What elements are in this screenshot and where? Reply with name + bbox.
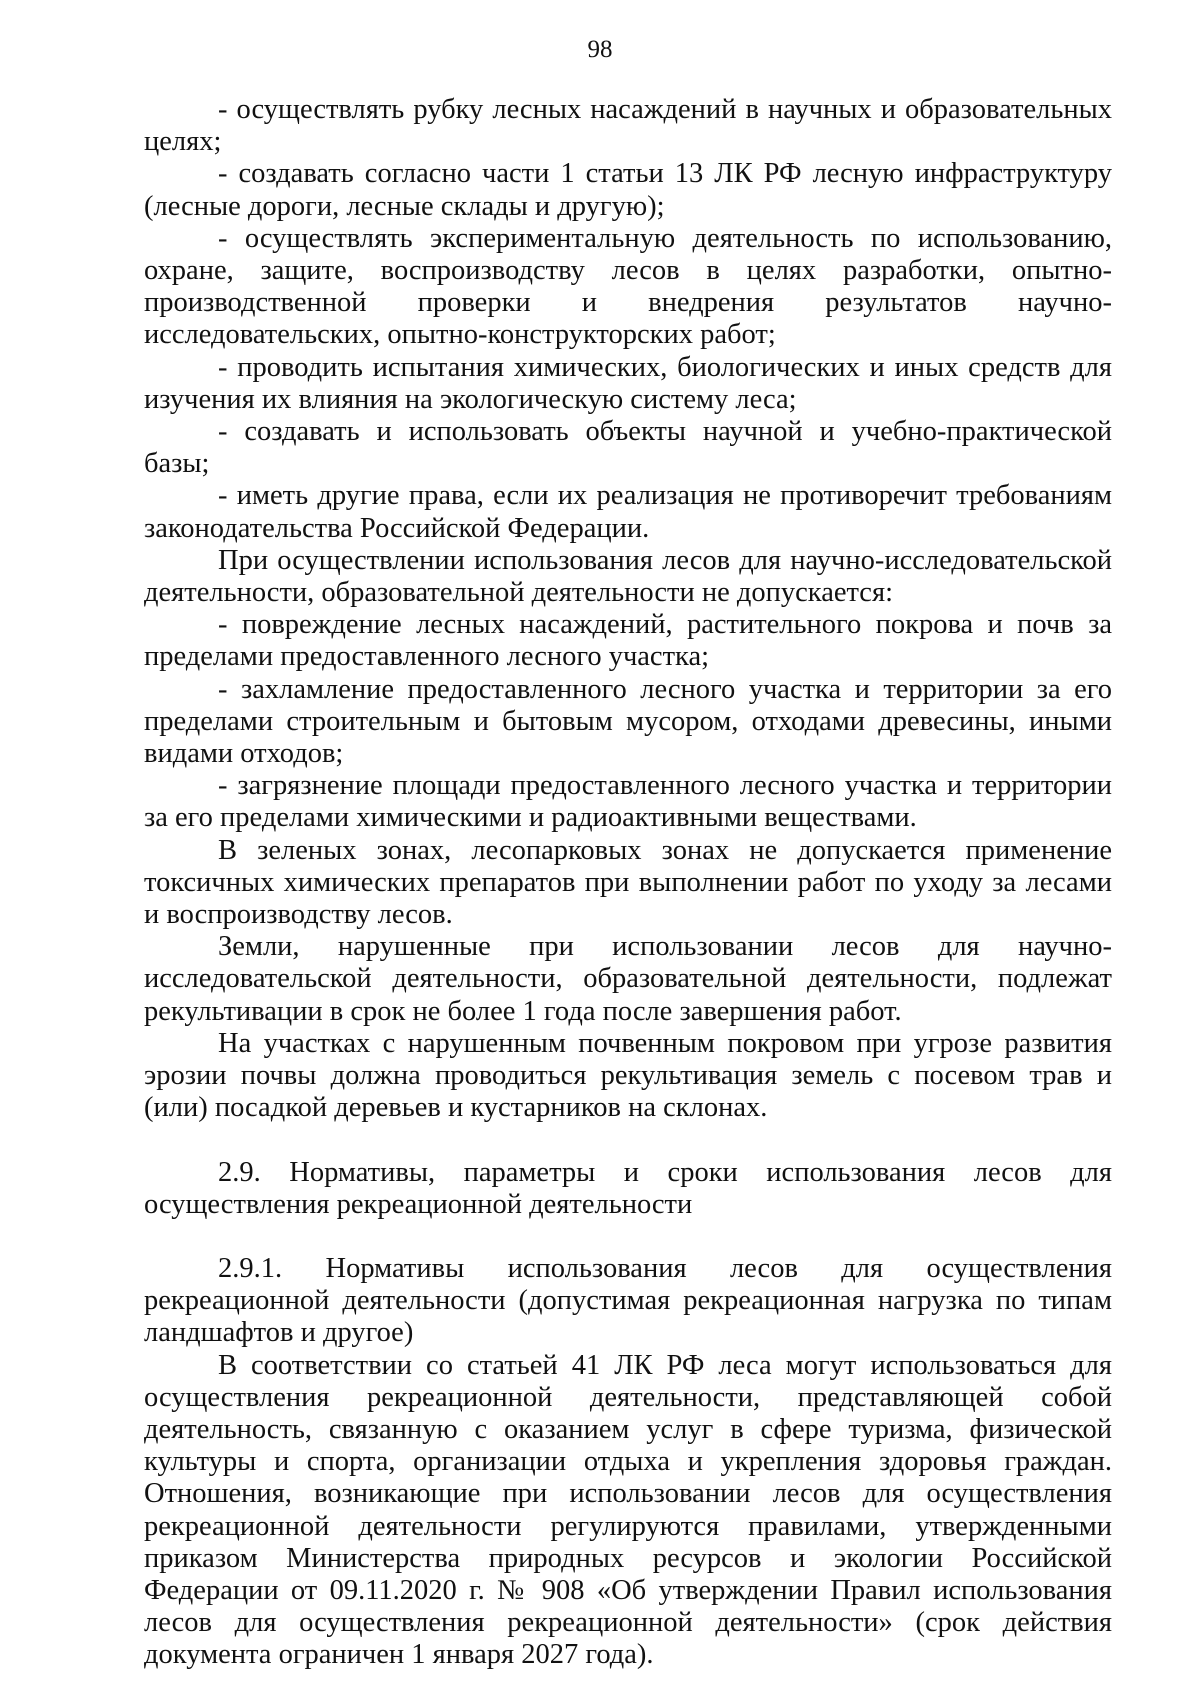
subsection-heading: 2.9.1. Нормативы использования лесов для осуществления рекреационной деятельности (допустимая рекреационная нагрузка по типам ландшафтов и другое) <box>144 1252 1112 1349</box>
document-body <box>144 94 1112 1672</box>
green-zones-paragraph: В зеленых зонах, лесопарковых зонах не допускается применение токсичных химических препаратов при выполнении работ по уходу за лесами и воспроизводству лесов. <box>144 834 1112 931</box>
reclamation-paragraph: Земли, нарушенные при использовании лесов для научно-исследовательской деятельности, образовательной деятельности, подлежат рекультивации в срок не более 1 года после завершения работ. <box>144 931 1112 1027</box>
list-item-research-base: - создавать и использовать объекты научной и учебно-практической базы; <box>144 416 1112 480</box>
list-item-experimental-activity: - осуществлять экспериментальную деятельность по использованию, охране, защите, воспроизводству лесов в целях разработки, опытно-производственной проверки и внедрения результатов научно-исследовательских, опытно-конструкторских работ; <box>144 222 1112 351</box>
prohibitions-intro: При осуществлении использования лесов для научно-исследовательской деятельности, образовательной деятельности не допускается: <box>144 544 1112 609</box>
list-item-infrastructure: - создавать согласно части 1 статьи 13 ЛК РФ лесную инфраструктуру (лесные дороги, лесные склады и другую); <box>144 158 1112 222</box>
section-heading: 2.9. Нормативы, параметры и сроки использования лесов для осуществления рекреационной деятельности <box>144 1156 1112 1220</box>
list-item-other-rights: - иметь другие права, если их реализация не противоречит требованиям законодательства Российской Федерации. <box>144 480 1112 544</box>
prohibition-littering: - захламление предоставленного лесного участка и территории за его пределами строительным и бытовым мусором, отходами древесины, иными видами отходов; <box>144 673 1112 770</box>
page-number: 98 <box>587 36 613 63</box>
erosion-paragraph: На участках с нарушенным почвенным покровом при угрозе развития эрозии почвы должна проводиться рекультивация земель с посевом трав и (или) посадкой деревьев и кустарников на склонах. <box>144 1027 1112 1124</box>
recreation-paragraph: В соответствии со статьей 41 ЛК РФ леса могут использоваться для осуществления рекреационной деятельности, представляющей собой деятельность, связанную с оказанием услуг в сфере туризма, физической культуры и спорта, организации отдыха и укрепления здоровья граждан. Отношения, возникающие при использовании лесов для осуществления рекреационной деятельности регулируются правилами, утвержденными приказом Министерства природных ресурсов и экологии Российской Федерации от 09.11.2020 г. № 908 «Об утверждении Правил использования лесов для осуществления рекреационной деятельности» (срок действия документа ограничен 1 января 2027 года). <box>144 1349 1112 1671</box>
prohibition-damage: - повреждение лесных насаждений, растительного покрова и почв за пределами предоставленного лесного участка; <box>144 609 1112 673</box>
list-item-felling: - осуществлять рубку лесных насаждений в научных и образовательных целях; <box>144 94 1112 158</box>
list-item-testing: - проводить испытания химических, биологических и иных средств для изучения их влияния на экологическую систему леса; <box>144 351 1112 415</box>
prohibition-pollution: - загрязнение площади предоставленного лесного участка и территории за его пределами химическими и радиоактивными веществами. <box>144 770 1112 834</box>
